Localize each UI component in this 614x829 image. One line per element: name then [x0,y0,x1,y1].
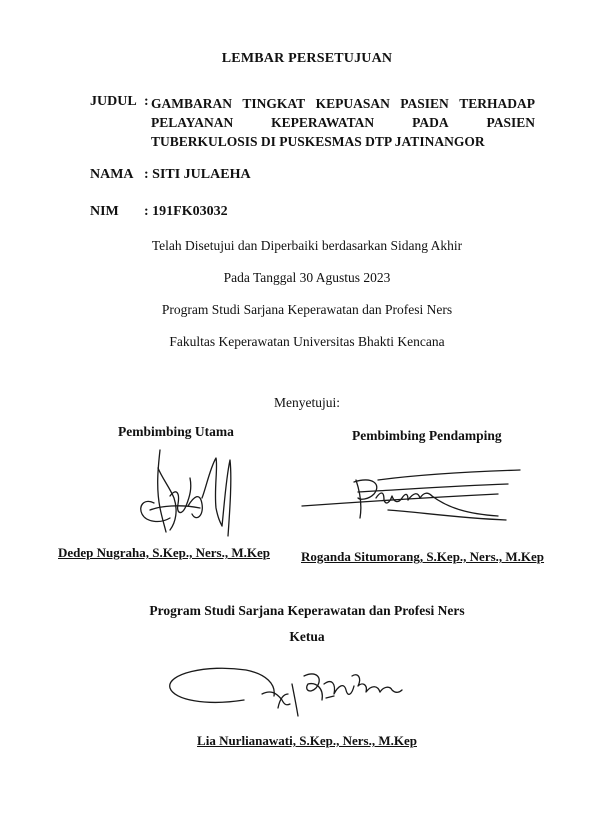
nama-value: : SITI JULAEHA [144,167,251,182]
judul-colon: : [144,94,149,109]
judul-line-3 [151,132,535,151]
judul-line-1 [151,94,535,113]
pembimbing-utama-label: Pembimbing Utama [118,424,234,439]
ketua-name: Lia Nurlianawati, S.Kep., Ners., M.Kep [197,733,417,748]
pembimbing-utama-name: Dedep Nugraha, S.Kep., Ners., M.Kep [58,545,270,560]
judul-word: PASIEN [400,96,449,111]
judul-word: GAMBARAN [151,96,232,111]
program-head-program: Program Studi Sarjana Keperawatan dan Profesi Ners [149,603,465,618]
judul-word: TERHADAP [459,96,535,111]
judul-label: JUDUL [90,94,137,109]
signature-ketua [166,654,406,726]
judul-word: PADA [412,115,449,130]
judul-word: KEPUASAN [315,96,390,111]
approval-date: Pada Tanggal 30 Agustus 2023 [223,270,391,285]
nim-value: : 191FK03032 [144,204,228,219]
nim-label: NIM [90,204,119,219]
judul-word: KEPERAWATAN [271,115,375,130]
judul-word: TUBERKULOSIS DI PUSKESMAS DTP JATINANGOR [151,134,485,149]
judul-word: TINGKAT [242,96,306,111]
nama-label: NAMA [90,167,134,182]
judul-line-2 [151,113,535,132]
approval-faculty: Fakultas Keperawatan Universitas Bhakti Kencana [169,334,445,349]
approval-program: Program Studi Sarjana Keperawatan dan Profesi Ners [161,302,453,317]
pembimbing-pendamping-label: Pembimbing Pendamping [352,428,502,443]
menyetujui-label: Menyetujui: [274,395,340,410]
signature-pendamping [298,462,528,532]
judul-word: PELAYANAN [151,115,234,130]
judul-word: PASIEN [486,115,535,130]
judul-title-text [151,94,535,151]
pembimbing-pendamping-name: Roganda Situmorang, S.Kep., Ners., M.Kep [301,549,545,564]
page-title: LEMBAR PERSETUJUAN [221,51,393,66]
ketua-label: Ketua [289,629,325,644]
signature-utama [130,448,240,540]
approval-line-1: Telah Disetujui dan Diperbaiki berdasarkan Sidang Akhir [151,238,463,253]
